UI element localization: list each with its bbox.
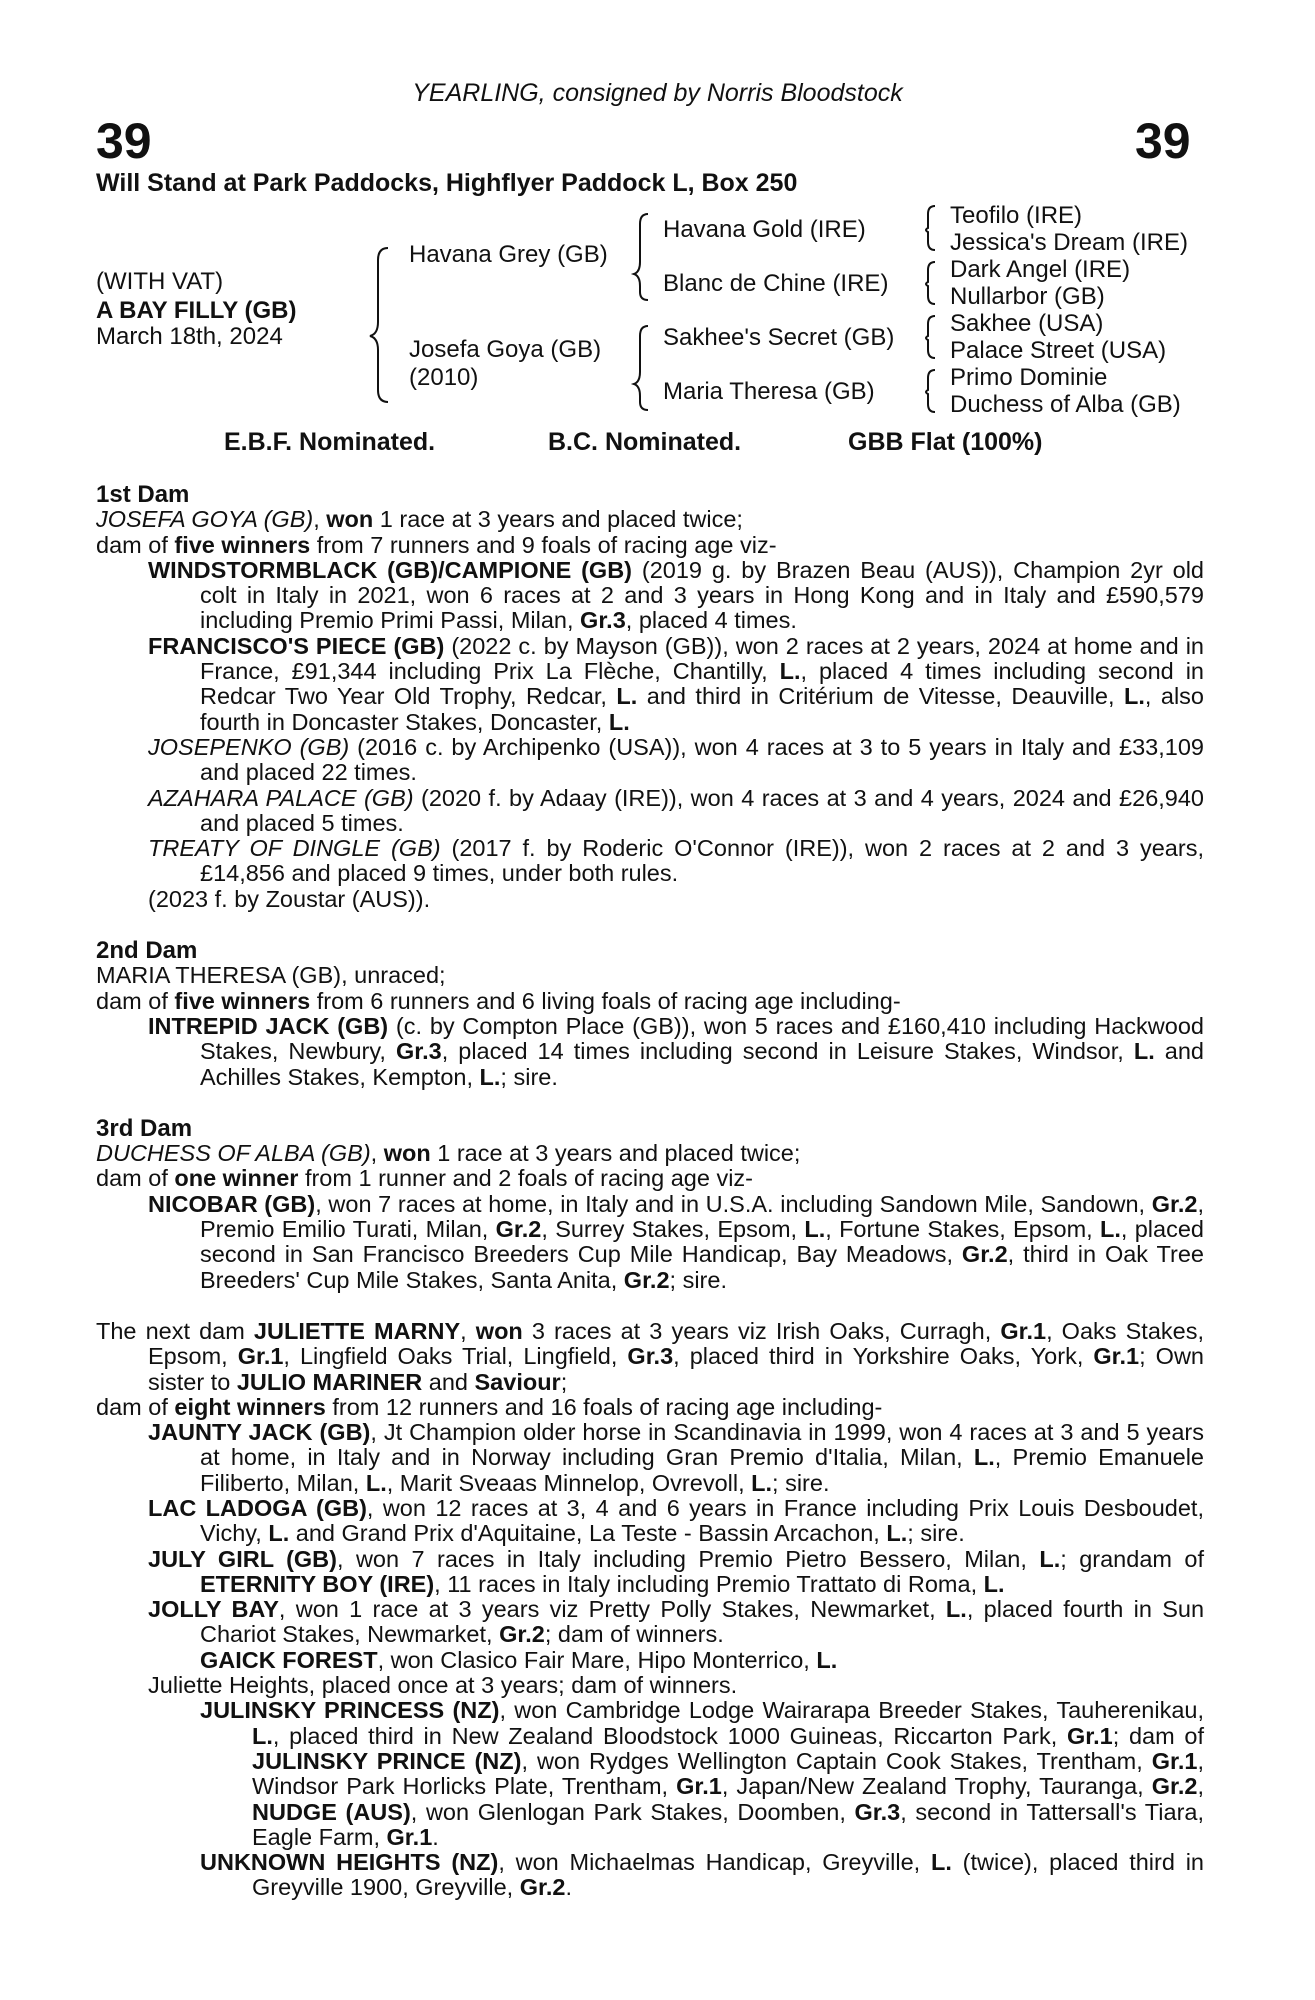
third-dam-heading: 3rd Dam: [96, 1114, 193, 1142]
second-dam-record: MARIA THERESA (GB), unraced;: [96, 962, 446, 989]
first-dam-record: JOSEFA GOYA (GB), won 1 race at 3 years and placed twice;: [96, 506, 743, 533]
first-dam-heading: 1st Dam: [96, 481, 190, 508]
progeny-entry: JOSEPENKO (GB) (2016 c. by Archipenko (USA)), won 4 races at 3 to 5 years in Italy and £33,109 and placed 22 times.: [148, 733, 1204, 786]
progeny-entry: (2023 f. by Zoustar (AUS)).: [148, 885, 431, 912]
third-dam-summary: dam of one winner from 1 runner and 2 foals of racing age viz-: [96, 1165, 753, 1192]
pedigree-sire-dam: Blanc de Chine (IRE): [663, 270, 889, 297]
ebf-nomination: E.B.F. Nominated.: [224, 428, 436, 456]
second-dam-heading: 2nd Dam: [96, 937, 198, 965]
progeny-entry: NICOBAR (GB), won 7 races at home, in Italy and in U.S.A. including Sandown Mile, Sandown, Gr.2, Premio Emilio Turati, Milan, Gr.2, Surrey Stakes, Epsom, L., Fortune Stakes, Epsom, L., placed second in San Francisco Breeders Cup Mile Handicap, Bay Meadows, Gr.2, third in Oak Tree Breeders' Cup Mile Stakes, Santa Anita, Gr.2; sire.: [148, 1190, 1204, 1293]
progeny-entry: JOLLY BAY, won 1 race at 3 years viz Pretty Polly Stakes, Newmarket, L., placed fourth in Sun Chariot Stakes, Newmarket, Gr.2; dam of winners.: [148, 1596, 1205, 1648]
progeny-entry: JAUNTY JACK (GB), Jt Champion older horse in Scandinavia in 1999, won 4 races at 3 and 5 years at home, in Italy and in Norway including Gran Premio d'Italia, Milan, L., Premio Emanuele Filiberto, Milan, L., Marit Sveaas Minnelop, Ovrevoll, L.; sire.: [148, 1419, 1205, 1496]
progeny-entry: JULY GIRL (GB), won 7 races in Italy including Premio Pietro Bessero, Milan, L.; grandam of ETERNITY BOY (IRE), 11 races in Italy including Premio Trattato di Roma, L.: [148, 1545, 1204, 1597]
pedigree-ddd: Duchess of Alba (GB): [950, 391, 1181, 418]
brace-main: [370, 248, 388, 402]
progeny-entry: WINDSTORMBLACK (GB)/CAMPIONE (GB) (2019 g. by Brazen Beau (AUS)), Champion 2yr old colt in Italy in 2021, won 6 races at 2 and 3 years in Hong Kong and in Italy and £590,579 including Premio Primi Passi, Milan, Gr.3, placed 4 times.: [148, 556, 1205, 634]
pedigree-braces: [0, 0, 1315, 430]
progeny-entry: AZAHARA PALACE (GB) (2020 f. by Adaay (IRE)), won 4 races at 3 and 4 years, 2024 and £26,940 and placed 5 times.: [148, 784, 1205, 836]
lot-number-left: 39: [96, 113, 152, 169]
brace-ds: [926, 316, 935, 358]
pedigree-dam-year: (2010): [409, 364, 479, 391]
brace-dd: [926, 370, 935, 412]
brace-ss: [926, 206, 935, 250]
third-dam-record: DUCHESS OF ALBA (GB), won 1 race at 3 years and placed twice;: [96, 1140, 801, 1167]
next-dam-summary: dam of eight winners from 12 runners and 16 foals of racing age including-: [96, 1393, 883, 1420]
won-label: won: [326, 506, 374, 533]
progeny-entry: INTREPID JACK (GB) (c. by Compton Place (GB)), won 5 races and £160,410 including Hackwood Stakes, Newbury, Gr.3, placed 14 times including second in Leisure Stakes, Windsor, L. and Achilles Stakes, Kempton, L.; sire.: [148, 1012, 1204, 1090]
first-dam-section: [96, 482, 1204, 912]
first-dam-summary: dam of five winners from 7 runners and 9 foals of racing age viz-: [96, 531, 777, 558]
vat-note: (WITH VAT): [96, 268, 224, 295]
brace-sd: [926, 262, 935, 304]
progeny-entry: UNKNOWN HEIGHTS (NZ), won Michaelmas Handicap, Greyville, L. (twice), placed third in Greyville 1900, Greyville, Gr.2.: [200, 1849, 1204, 1901]
brace-dam: [634, 326, 648, 410]
pedigree-sds: Dark Angel (IRE): [950, 256, 1131, 283]
bc-nomination: B.C. Nominated.: [548, 428, 742, 456]
next-dam-section: [96, 1319, 1204, 1901]
foaling-date: March 18th, 2024: [96, 323, 283, 350]
next-dam-record: The next dam JULIETTE MARNY, won 3 races at 3 years viz Irish Oaks, Curragh, Gr.1, Oaks Stakes, Epsom, Gr.1, Lingfield Oaks Trial, Lingfield, Gr.3, placed third in Yorkshire Oaks, York, Gr.1; Own sister to JULIO MARINER and Saviour;: [96, 1317, 1204, 1395]
progeny-entry: LAC LADOGA (GB), won 12 races at 3, 4 and 6 years in France including Prix Louis Desboudet, Vichy, L. and Grand Prix d'Aquitaine, La Teste - Bassin Arcachon, L.; sire.: [148, 1494, 1204, 1547]
brace-sire: [634, 214, 648, 300]
consignment-line: YEARLING, consigned by Norris Bloodstock: [412, 79, 903, 107]
progeny-entry: Juliette Heights, placed once at 3 years; dam of winners.: [148, 1672, 738, 1699]
pedigree-dam: Josefa Goya (GB): [409, 336, 602, 363]
pedigree-dds: Primo Dominie: [950, 364, 1108, 391]
progeny-entry: FRANCISCO'S PIECE (GB) (2022 c. by Mayson (GB)), won 2 races at 2 years, 2024 at home and in France, £91,344 including Prix La Flèche, Chantilly, L., placed 4 times including second in Redcar Two Year Old Trophy, Redcar, L. and third in Critérium de Vitesse, Deauville, L., also fourth in Doncaster Stakes, Doncaster, L.: [148, 632, 1205, 735]
progeny-entry: GAICK FOREST, won Clasico Fair Mare, Hipo Monterrico, L.: [200, 1646, 838, 1673]
pedigree-sire-sire: Havana Gold (IRE): [663, 216, 866, 243]
catalogue-body: [96, 482, 1204, 1901]
second-dam-summary: dam of five winners from 6 runners and 6 living foals of racing age including-: [96, 987, 901, 1014]
pedigree-ssd: Jessica's Dream (IRE): [950, 229, 1188, 256]
progeny-entry: JULINSKY PRINCESS (NZ), won Cambridge Lodge Wairarapa Breeder Stakes, Tauherenikau, L., placed third in New Zealand Bloodstock 1000 Guineas, Riccarton Park, Gr.1; dam of JULINSKY PRINCE (NZ), won Rydges Wellington Captain Cook Stakes, Trentham, Gr.1, Windsor Park Horlicks Plate, Trentham, Gr.1, Japan/New Zealand Trophy, Tauranga, Gr.2, NUDGE (AUS), won Glenlogan Park Stakes, Doomben, Gr.3, second in Tattersall's Tiara, Eagle Farm, Gr.1.: [200, 1697, 1204, 1850]
pedigree-sire: Havana Grey (GB): [409, 241, 608, 268]
pedigree-sss: Teofilo (IRE): [950, 202, 1083, 229]
gbb-flat: GBB Flat (100%): [848, 428, 1043, 456]
pedigree-dss: Sakhee (USA): [950, 310, 1104, 337]
first-dam-name: JOSEFA GOYA (GB): [96, 506, 314, 533]
third-dam-section: [96, 1116, 1204, 1293]
progeny-entry: TREATY OF DINGLE (GB) (2017 f. by Roderic O'Connor (IRE)), won 2 races at 2 and 3 years, £14,856 and placed 9 times, under both rules.: [148, 835, 1204, 887]
pedigree-dsd: Palace Street (USA): [950, 337, 1167, 364]
horse-name: A BAY FILLY (GB): [96, 297, 297, 324]
second-dam-section: [96, 938, 1204, 1090]
pedigree-dam-sire: Sakhee's Secret (GB): [663, 324, 895, 351]
lot-number-right: 39: [1135, 113, 1191, 169]
pedigree-sdd: Nullarbor (GB): [950, 283, 1105, 310]
stand-location: Will Stand at Park Paddocks, Highflyer Paddock L, Box 250: [96, 169, 798, 197]
pedigree-dam-dam: Maria Theresa (GB): [663, 378, 875, 405]
